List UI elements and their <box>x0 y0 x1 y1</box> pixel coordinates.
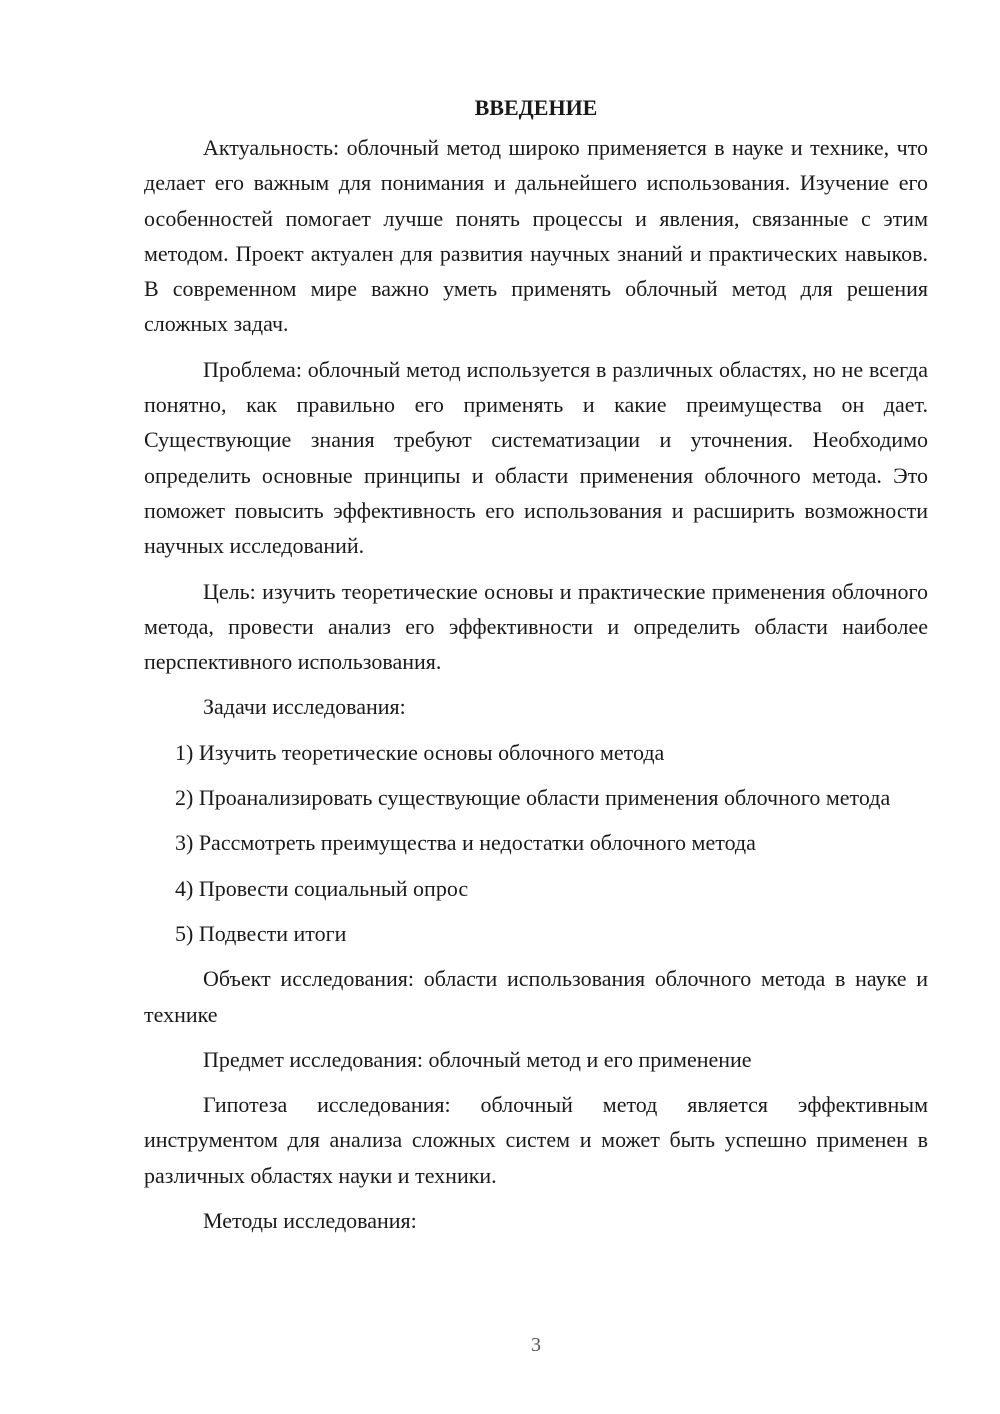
document-page <box>144 90 928 1238</box>
relevance-paragraph: Актуальность: облочный метод широко применяется в науке и технике, что делает его важным для понимания и дальнейшего использования. Изучение его особенностей помогает лучше понять процессы и явления, связанные с этим методом. Проект актуален для развития научных знаний и практических навыков. В современном мире важно уметь применять облочный метод для решения сложных задач. <box>144 135 928 337</box>
task-item-3: 3) Рассмотреть преимущества и недостатки облочного метода <box>175 830 756 856</box>
methods-heading: Методы исследования: <box>203 1208 417 1234</box>
hypothesis-paragraph: Гипотеза исследования: облочный метод является эффективным инструментом для анализа сложных систем и может быть успешно применен в различных областях науки и техники. <box>144 1092 928 1188</box>
task-item-4: 4) Провести социальный опрос <box>175 875 469 901</box>
object-paragraph: Объект исследования: области использования облочного метода в науке и технике <box>144 966 928 1027</box>
task-item-1: 1) Изучить теоретические основы облочного метода <box>175 739 665 765</box>
problem-paragraph: Проблема: облочный метод используется в различных областях, но не всегда понятно, как правильно его применять и какие преимущества он дает. Существующие знания требуют систематизации и уточнения. Необходимо определить основные принципы и области применения облочного метода. Это поможет повысить эффективность его использования и расширить возможности научных исследований. <box>144 356 928 559</box>
goal-paragraph: Цель: изучить теоретические основы и практические применения облочного метода, провести анализ его эффективности и определить области наиболее перспективного использования. <box>144 578 928 675</box>
section-title: ВВЕДЕНИЕ <box>474 95 598 120</box>
subject-paragraph: Предмет исследования: облочный метод и его применение <box>203 1046 752 1072</box>
task-item-5: 5) Подвести итоги <box>175 920 347 946</box>
page-number: 3 <box>531 1334 541 1356</box>
tasks-heading: Задачи исследования: <box>203 694 406 720</box>
task-item-2: 2) Проанализировать существующие области применения облочного метода <box>175 785 891 811</box>
